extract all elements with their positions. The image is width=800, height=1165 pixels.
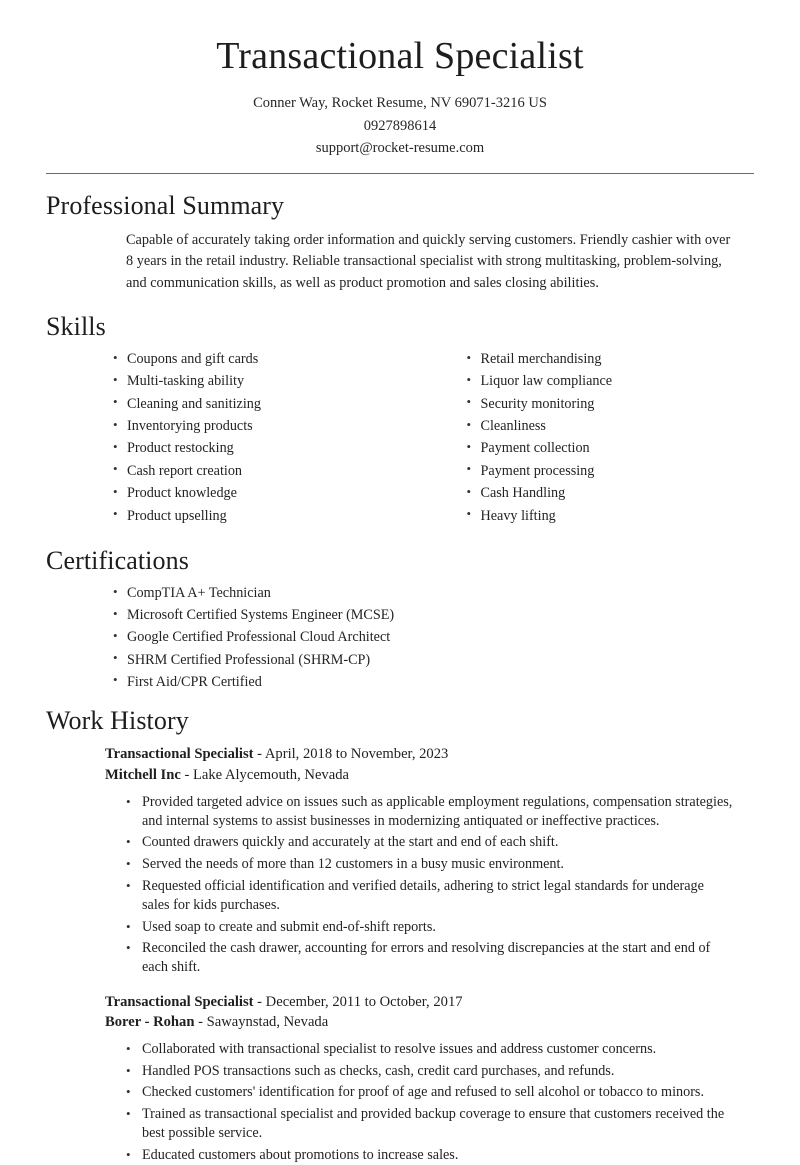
section-title-work-history: Work History <box>46 705 189 735</box>
contact-address: Conner Way, Rocket Resume, NV 69071-3216 US <box>253 95 547 112</box>
job-bullets <box>46 793 754 978</box>
contact-phone: 0927898614 <box>363 117 437 134</box>
skill-item: • Cash report creation <box>113 462 401 480</box>
skill-item: • Heavy lifting <box>467 507 755 525</box>
skills-columns <box>46 350 754 529</box>
job-bullet-list <box>126 1040 734 1165</box>
skill-item: • Inventorying products <box>113 417 401 435</box>
job-company-line <box>105 765 754 786</box>
job-bullet-item: • Trained as transactional specialist and provided backup coverage to ensure that customers received the best possible service. <box>126 1105 734 1143</box>
skills-list-left <box>113 350 401 525</box>
job-bullet-list <box>126 793 734 978</box>
certifications-body <box>46 584 754 691</box>
skills-list-right <box>467 350 755 525</box>
section-skills <box>46 311 754 529</box>
skill-item: • Cleanliness <box>467 417 755 435</box>
job-company-line <box>105 1012 754 1033</box>
job-role: Transactional Specialist <box>105 746 254 763</box>
job-title-line <box>105 744 754 765</box>
job-bullet-item: • Requested official identification and verified details, adhering to strict legal standards for underage sales for kids purchases. <box>126 877 734 915</box>
job-bullet-item: • Provided targeted advice on issues such as applicable employment regulations, compensation strategies, and internal systems to assist businesses in modernizing antiquated or ineffective practices. <box>126 793 734 831</box>
skills-column-left <box>113 350 401 529</box>
skill-item: • Cleaning and sanitizing <box>113 395 401 413</box>
job-bullet-item: • Served the needs of more than 12 customers in a busy music environment. <box>126 855 734 874</box>
certification-item: • First Aid/CPR Certified <box>113 673 754 691</box>
section-certifications <box>46 545 754 691</box>
job-headline <box>46 744 754 785</box>
job-bullet-item: • Used soap to create and submit end-of-shift reports. <box>126 918 734 937</box>
job-role: Transactional Specialist <box>105 993 254 1010</box>
skill-item: • Retail merchandising <box>467 350 755 368</box>
job-bullet-item: • Educated customers about promotions to increase sales. <box>126 1146 734 1165</box>
job-location: - Lake Alycemouth, Nevada <box>180 766 349 783</box>
job-bullet-item: • Checked customers' identification for proof of age and refused to sell alcohol or tobacco to minors. <box>126 1083 734 1102</box>
job-dates: - December, 2011 to October, 2017 <box>253 993 463 1010</box>
candidate-name: Transactional Specialist <box>216 35 584 77</box>
section-professional-summary <box>46 190 754 294</box>
skills-column-right <box>467 350 755 529</box>
job-title-line <box>105 992 754 1013</box>
work-history-entry <box>46 744 754 977</box>
certification-item: • SHRM Certified Professional (SHRM-CP) <box>113 651 754 669</box>
professional-summary-text: Capable of accurately taking order information and quickly serving customers. Friendly cashier with over 8 years in the retail industry. Reliable transactional specialist with strong multitasking, problem-solving, and communication skills, as well as product promotion and sales closing abilities. <box>126 231 731 292</box>
job-headline <box>46 992 754 1033</box>
job-dates: - April, 2018 to November, 2023 <box>253 746 449 763</box>
job-bullet-item: • Reconciled the cash drawer, accounting for errors and resolving discrepancies at the start and end of each shift. <box>126 939 734 977</box>
job-bullet-item: • Collaborated with transactional specialist to resolve issues and address customer concerns. <box>126 1040 734 1059</box>
job-company: Mitchell Inc <box>105 766 181 783</box>
skill-item: • Security monitoring <box>467 395 755 413</box>
skill-item: • Product upselling <box>113 507 401 525</box>
job-location: - Sawaynstad, Nevada <box>194 1014 329 1031</box>
contact-email: support@rocket-resume.com <box>315 140 485 157</box>
section-title-skills: Skills <box>46 311 106 341</box>
job-bullets <box>46 1040 754 1165</box>
work-history-list <box>46 744 754 1165</box>
certifications-list <box>113 584 754 691</box>
job-company: Borer - Rohan <box>105 1014 195 1031</box>
certification-item: • Google Certified Professional Cloud Architect <box>113 628 754 646</box>
section-work-history <box>46 705 754 1165</box>
certification-item: • Microsoft Certified Systems Engineer (MCSE) <box>113 606 754 624</box>
certification-item: • CompTIA A+ Technician <box>113 584 754 602</box>
work-history-entry <box>46 992 754 1165</box>
skill-item: • Product knowledge <box>113 484 401 502</box>
section-title-professional-summary: Professional Summary <box>46 191 285 221</box>
skill-item: • Liquor law compliance <box>467 372 755 390</box>
skill-item: • Cash Handling <box>467 484 755 502</box>
skill-item: • Payment collection <box>467 439 755 457</box>
header-divider <box>46 173 754 174</box>
skill-item: • Multi-tasking ability <box>113 372 401 390</box>
job-bullet-item: • Counted drawers quickly and accurately at the start and end of each shift. <box>126 833 734 852</box>
section-title-certifications: Certifications <box>46 545 189 575</box>
skill-item: • Coupons and gift cards <box>113 350 401 368</box>
skill-item: • Payment processing <box>467 462 755 480</box>
job-bullet-item: • Handled POS transactions such as checks, cash, credit card purchases, and refunds. <box>126 1062 734 1081</box>
skill-item: • Product restocking <box>113 439 401 457</box>
resume-header <box>46 0 754 159</box>
